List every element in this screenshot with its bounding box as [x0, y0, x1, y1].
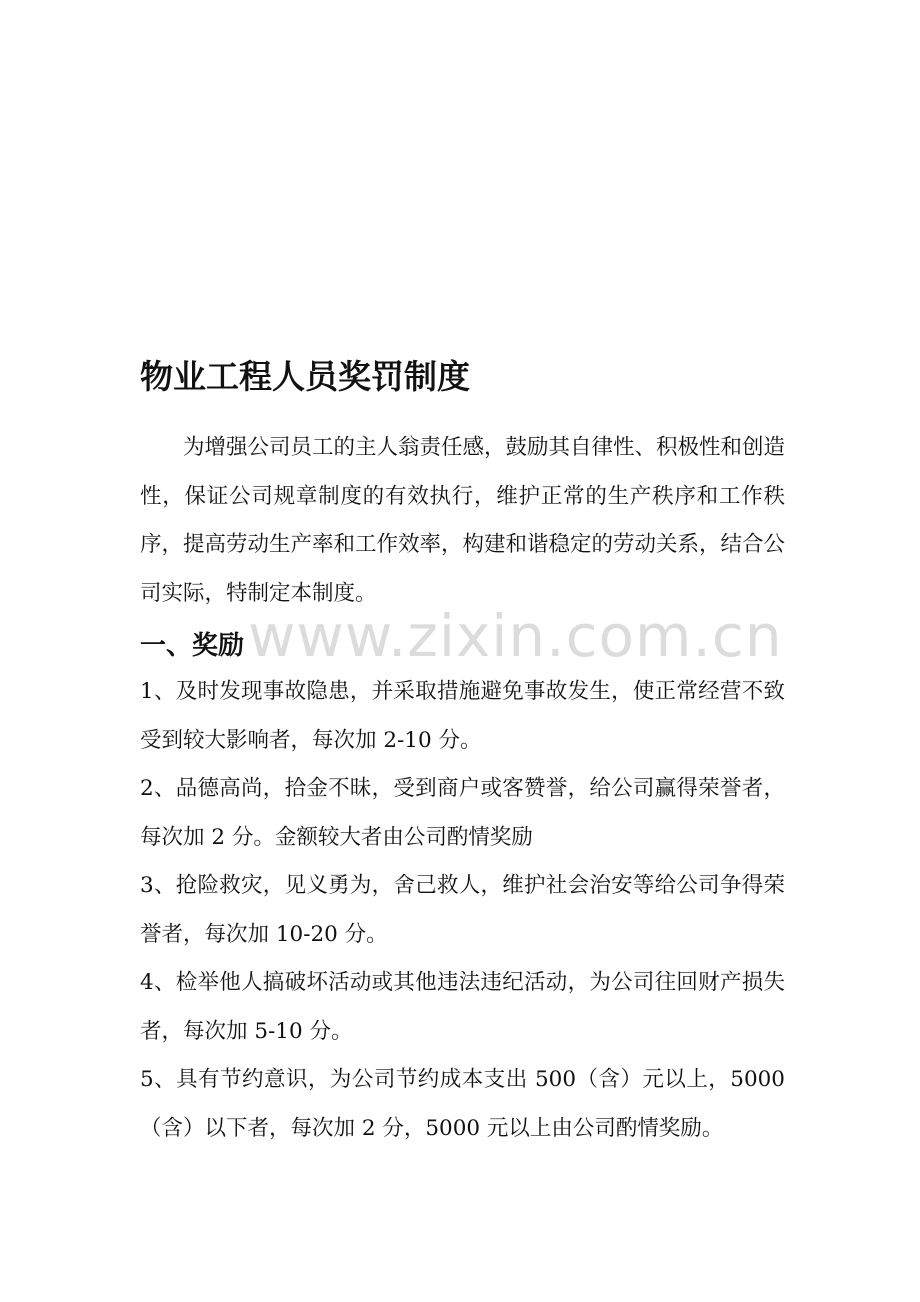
reward-item-3: 3、抢险救灾，见义勇为，舍己救人，维护社会治安等给公司争得荣誉者，每次加 10-20 分。: [140, 873, 785, 947]
reward-item-5: 5、具有节约意识，为公司节约成本支出 500（含）元以上，5000（含）以下者，每次加 2 分，5000 元以上由公司酌情奖励。: [140, 1067, 785, 1141]
reward-item-2: 2、品德高尚，拾金不昧，受到商户或客赞誉，给公司赢得荣誉者，每次加 2 分。金额较大者由公司酌情奖励: [140, 776, 785, 850]
reward-item-1: 1、及时发现事故隐患，并采取措施避免事故发生，使正常经营不致受到较大影响者，每次加 2-10 分。: [140, 679, 785, 753]
document-body: [140, 350, 785, 1153]
reward-item-4: 4、检举他人搞破坏活动或其他违法违纪活动，为公司往回财产损失者，每次加 5-10 分。: [140, 970, 785, 1044]
intro-paragraph: 为增强公司员工的主人翁责任感，鼓励其自律性、积极性和创造性，保证公司规章制度的有效执行，维护正常的生产秩序和工作秩序，提高劳动生产率和工作效率，构建和谐稳定的劳动关系，结合公司实际，特制定本制度。: [140, 435, 786, 606]
section-heading-rewards: 一、奖励: [140, 631, 245, 661]
document-title: 物业工程人员奖罚制度: [140, 357, 470, 396]
watermark: www.zixin.com.cn: [248, 602, 783, 670]
